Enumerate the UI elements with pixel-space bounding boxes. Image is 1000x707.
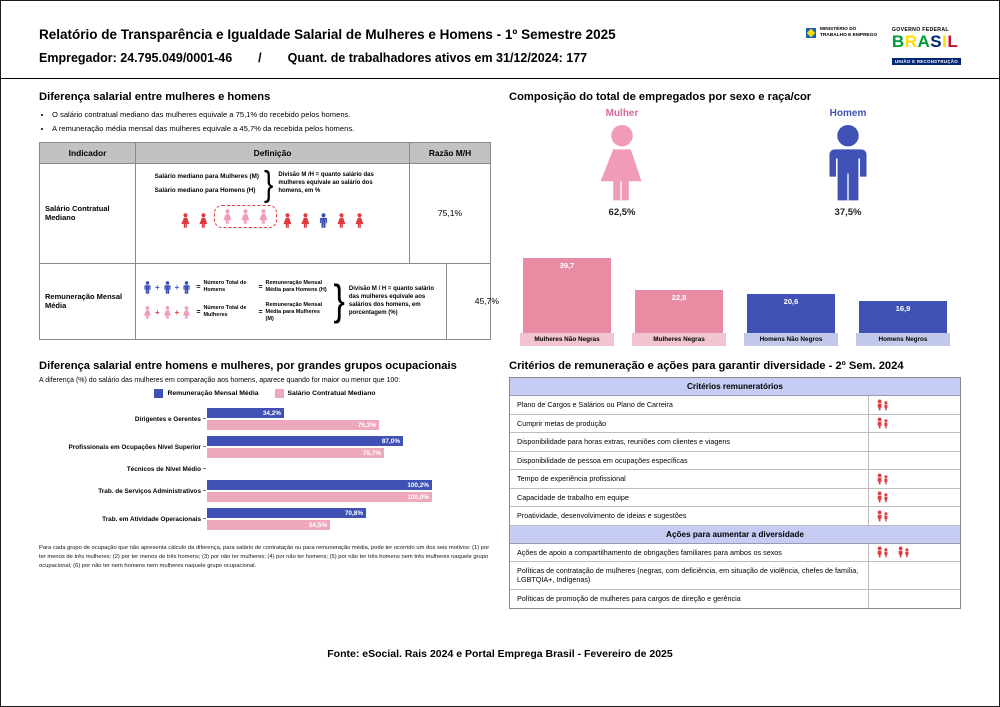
criteria-row: [510, 470, 960, 489]
criterion-mark-cell: [868, 544, 960, 562]
criterion-label: Políticas de contratação de mulheres (negras, com deficiência, em situação de violência, chefes de família, LGBTQIA+, Indígenas): [517, 566, 859, 585]
criterion-label: Ações de apoio a compartilhamento de obrigações familiares para ambos os sexos: [517, 547, 782, 557]
person-female-icon: [161, 306, 174, 319]
bar-value-label: 39,7: [559, 260, 575, 270]
composition-title: Composição do total de empregados por sexo e raça/cor: [509, 91, 812, 103]
source-footer: Fonte: eSocial. Rais 2024 e Portal Emprega Brasil - Fevereiro de 2025: [327, 648, 673, 660]
yes-mark-icon: [876, 510, 892, 522]
occupational-row: [39, 480, 491, 502]
criterion-label: Cumprir metas de produção: [517, 418, 607, 428]
criteria-section-header: Critérios remuneratórios: [510, 378, 960, 396]
legend-item: [275, 389, 376, 398]
gov-logo-subtitle: UNIÃO E RECONSTRUÇÃO: [892, 58, 961, 65]
bar-category-label: Mulheres Negras: [632, 333, 726, 346]
yes-mark-icon: [876, 473, 892, 485]
criteria-title: Critérios de remuneração e ações para garantir diversidade - 2º Sem. 2024: [509, 360, 904, 372]
criterion-label: Políticas de promoção de mulheres para cargos de direção e gerência: [517, 594, 741, 604]
legend-label: Remuneração Mensal Média: [167, 390, 259, 397]
yes-mark-icon: [876, 399, 892, 411]
criterion-mark-cell: [868, 489, 960, 507]
h-bar: [207, 480, 432, 490]
men-count-label: Número Total de Homens: [203, 280, 247, 294]
brasil-logo: [892, 33, 961, 50]
race-composition-bar-chart: [509, 226, 961, 346]
legend-swatch-icon: [154, 389, 163, 398]
report-header: [1, 1, 999, 79]
criterion-mark-cell: [868, 562, 960, 589]
person-male-icon: [316, 213, 331, 228]
government-logo: [892, 27, 961, 68]
occupational-section: [39, 360, 491, 571]
composition-bar-group: [520, 258, 614, 346]
brand-letter: L: [947, 32, 959, 51]
gov-logo-top-text: GOVERNO FEDERAL: [891, 27, 949, 33]
bar-value-label: 34,2%: [262, 409, 281, 417]
female-label: Mulher: [605, 108, 639, 119]
brace-glyph: }: [263, 163, 274, 203]
category-label: Trab. de Serviços Administrativos: [39, 488, 207, 495]
definition-cell: [136, 164, 410, 263]
person-female-icon: [256, 209, 271, 224]
criteria-section: [509, 360, 961, 609]
person-female-icon: [298, 213, 313, 228]
criterion-label: Disponibilidade para horas extras, reuniões com clientes e viagens: [517, 437, 730, 447]
occupational-subtitle: A diferença (%) do salário das mulheres em comparação aos homens, aparece quando for maior ou menor que 100:: [39, 377, 401, 384]
criterion-label: Capacidade de trabalho em equipe: [517, 492, 629, 502]
indicator-table: [39, 142, 500, 340]
col-header-indicador: Indicador: [40, 143, 136, 163]
employer-line: [39, 51, 616, 65]
bar-value-label: 76,3%: [357, 421, 376, 429]
male-figure-group: [809, 108, 887, 218]
separator: /: [258, 51, 262, 65]
criteria-row: [510, 544, 960, 563]
equals-sign: =: [196, 283, 201, 291]
bar: [635, 290, 723, 333]
definition-diagram: [141, 163, 404, 203]
bar-value-label: 22,8: [671, 292, 687, 302]
women-avg-label: Remuneração Mensal Média para Mulheres (M): [265, 301, 323, 322]
h-bar: [207, 408, 284, 418]
bar-value-label: 100,0%: [407, 493, 429, 501]
chart-legend: [39, 389, 491, 398]
right-column: [509, 87, 961, 609]
sex-split-figures: [509, 108, 961, 218]
bar-category-label: Homens Não Negros: [744, 333, 838, 346]
bar-value-label: 54,5%: [308, 521, 327, 529]
criterion-mark-cell: [868, 470, 960, 488]
equals-sign: =: [196, 308, 201, 316]
criteria-row: [510, 562, 960, 590]
criteria-row: [510, 396, 960, 415]
yes-mark-icon: [876, 417, 892, 429]
col-header-definicao: Definição: [136, 143, 410, 163]
bar-category-label: Homens Negros: [856, 333, 950, 346]
person-female-icon: [196, 213, 211, 228]
bar-value-label: 87,0%: [381, 437, 400, 445]
criteria-row: [510, 415, 960, 434]
table-row-remuneracao-media: [40, 263, 500, 339]
occupational-bar-chart: [39, 408, 491, 530]
h-bar: [207, 520, 330, 530]
person-female-icon: [238, 209, 253, 224]
occupational-row: [39, 436, 491, 458]
h-bar: [207, 436, 403, 446]
composition-section: [509, 91, 961, 356]
person-male-icon: [161, 281, 174, 294]
legend-label: Salário Contratual Mediano: [287, 390, 376, 397]
criterion-mark-cell: [868, 415, 960, 433]
criterion-label: Tempo de experiência profissional: [517, 474, 626, 484]
criterion-mark-cell: [868, 452, 960, 470]
brand-letter: A: [917, 32, 931, 51]
women-icons: [141, 306, 193, 319]
male-label: Homem: [829, 108, 867, 119]
brace-glyph: }: [333, 277, 345, 325]
person-male-icon: [180, 281, 193, 294]
category-label: Trab. em Atividade Operacionais: [39, 516, 207, 523]
bar: [747, 294, 835, 333]
plus-sign: +: [174, 307, 180, 317]
employer-id: Empregador: 24.795.049/0001-46: [39, 51, 233, 65]
criteria-row: [510, 507, 960, 526]
bar-pair: [207, 408, 379, 430]
median-men-label: Salário mediano para Homens (H): [154, 186, 256, 194]
gap-bullet-2: • A remuneração média mensal das mulheres equivale a 45,7% da recebida pelos homens.: [52, 122, 491, 136]
formulas: [141, 280, 330, 322]
highlight-dashed-box: [214, 205, 277, 228]
h-bar: [207, 492, 432, 502]
gap-bullet-1: • O salário contratual mediano das mulheres equivale a 75,1% do recebido pelos homens.: [52, 108, 491, 122]
people-illustration: [141, 205, 404, 228]
report-title: Relatório de Transparência e Igualdade Salarial de Mulheres e Homens - 1º Semestre 2025: [39, 27, 616, 42]
bar-value-label: 100,2%: [407, 481, 429, 489]
person-female-icon: [352, 213, 367, 228]
chart-footnote: Para cada grupo de ocupação que não apresenta cálculo da diferença, para salário de contratação ou para remuneração média, pode ter ocorrido um dos seis motivos: (1) por ter menos de três mulheres; (2) por ter menos de três homens; (3) por não ter mulheres; (4) por não ter homens; (5) por não ter três homens nem três mulheres naquele grupo ocupacional; (6) por não ter nem homens nem mulheres naquele grupo ocupacional.: [39, 545, 490, 569]
indicator-name: Salário Contratual Mediano: [40, 164, 136, 263]
formula-men: [141, 280, 330, 294]
category-label: Dirigentes e Gerentes: [39, 416, 207, 423]
person-female-icon: [141, 306, 154, 319]
criterion-mark-cell: [868, 507, 960, 525]
composition-bar-group: [632, 290, 726, 346]
plus-sign: +: [155, 282, 160, 292]
yes-mark-icon: [876, 546, 892, 558]
equals-sign: =: [258, 283, 263, 291]
category-label: Profissionais em Ocupações Nível Superior: [39, 444, 207, 451]
women-count-label: Número Total de Mulheres: [203, 305, 247, 319]
legend-item: [154, 389, 258, 398]
men-icons: [141, 281, 193, 294]
female-percentage: 62,5%: [608, 207, 636, 218]
occupational-row: [39, 464, 491, 474]
person-female-icon: [280, 213, 295, 228]
bar: [523, 258, 611, 333]
person-female-icon: [220, 209, 235, 224]
yes-mark-icon: [876, 491, 892, 503]
division-note: Divisão M / H = quanto salário das mulheres equivale aos salários dos homens, em porcentagem (%): [348, 286, 435, 317]
ministry-flag-icon: [806, 28, 816, 38]
bar: [859, 301, 947, 333]
division-note: Divisão M /H = quanto salário das mulheres equivale ao salário dos homens, em %: [278, 172, 374, 195]
h-bar: [207, 508, 366, 518]
criterion-mark-cell: [868, 433, 960, 451]
bar-pair: [207, 508, 366, 530]
person-female-icon: [180, 306, 193, 319]
logos: [806, 27, 961, 68]
person-female-icon: [334, 213, 349, 228]
criterion-label: Proatividade, desenvolvimento de ideias e sugestões: [517, 511, 687, 521]
active-workers: Quant. de trabalhadores ativos em 31/12/2024: 177: [287, 51, 588, 65]
bar-value-label: 78,7%: [362, 449, 381, 457]
ratio-value-average: 45,7%: [474, 296, 500, 307]
plus-sign: +: [174, 282, 180, 292]
criteria-table: [509, 377, 961, 609]
plus-sign: +: [155, 307, 160, 317]
category-label: Técnicos de Nível Médio: [39, 466, 207, 473]
composition-bar-group: [856, 301, 950, 346]
bar-pair: [207, 436, 403, 458]
composition-bar-group: [744, 294, 838, 346]
occupational-row: [39, 408, 491, 430]
brand-letter: S: [930, 32, 943, 51]
header-text: [39, 27, 616, 65]
bar-pair: [207, 480, 432, 502]
ministry-logo: [806, 27, 878, 40]
occupational-title: Diferença salarial entre homens e mulheres, por grandes grupos ocupacionais: [39, 360, 457, 372]
col-header-razao: Razão M/H: [410, 143, 490, 163]
indicator-name: Remuneração Mensal Média: [40, 264, 136, 339]
criterion-mark-cell: [868, 396, 960, 414]
h-bar: [207, 448, 384, 458]
female-person-icon: [583, 124, 661, 202]
brand-letter: R: [904, 32, 918, 51]
ministry-logo-text: MINISTÉRIO DO TRABALHO E EMPREGO: [819, 27, 878, 39]
h-bar: [207, 420, 379, 430]
male-person-icon: [809, 124, 887, 202]
median-women-label: Salário mediano para Mulheres (M): [154, 172, 259, 180]
bar-category-label: Mulheres Não Negras: [520, 333, 614, 346]
table-row-salario-mediano: [40, 163, 490, 263]
bar-value-label: 20,6: [783, 296, 799, 306]
female-figure-group: [583, 108, 661, 218]
brand-letter: B: [891, 32, 905, 51]
gap-section-title: Diferença salarial entre mulheres e homens: [39, 91, 271, 103]
formula-women: [141, 302, 330, 323]
left-column: [39, 87, 500, 609]
legend-swatch-icon: [275, 389, 284, 398]
criteria-row: [510, 433, 960, 452]
male-percentage: 37,5%: [834, 207, 862, 218]
criteria-row: [510, 489, 960, 508]
indicator-table-header: [40, 143, 490, 163]
criterion-mark-cell: [868, 590, 960, 609]
criteria-section-header: Ações para aumentar a diversidade: [510, 526, 960, 544]
bar-value-label: 16,9: [895, 303, 911, 313]
criterion-label: Plano de Cargos e Salários ou Plano de Carreira: [517, 400, 673, 410]
definition-cell: [136, 264, 447, 339]
gap-section: [39, 91, 500, 356]
ratio-value-median: 75,1%: [437, 208, 463, 219]
definition-labels: [155, 173, 259, 194]
person-female-icon: [178, 213, 193, 228]
content-columns: [1, 79, 999, 609]
occupational-row: [39, 508, 491, 530]
person-male-icon: [141, 281, 154, 294]
gap-bullets: [39, 108, 491, 137]
equals-sign: =: [258, 308, 263, 316]
yes-mark-icon: [897, 546, 913, 558]
bar-value-label: 70,8%: [344, 509, 363, 517]
criteria-row: [510, 590, 960, 609]
men-avg-label: Remuneração Mensal Média para Homens (H): [265, 280, 327, 294]
brand-letter: I: [942, 32, 948, 51]
criteria-row: [510, 452, 960, 471]
criterion-label: Disponibilidade de pessoa em ocupações específicas: [517, 455, 688, 465]
